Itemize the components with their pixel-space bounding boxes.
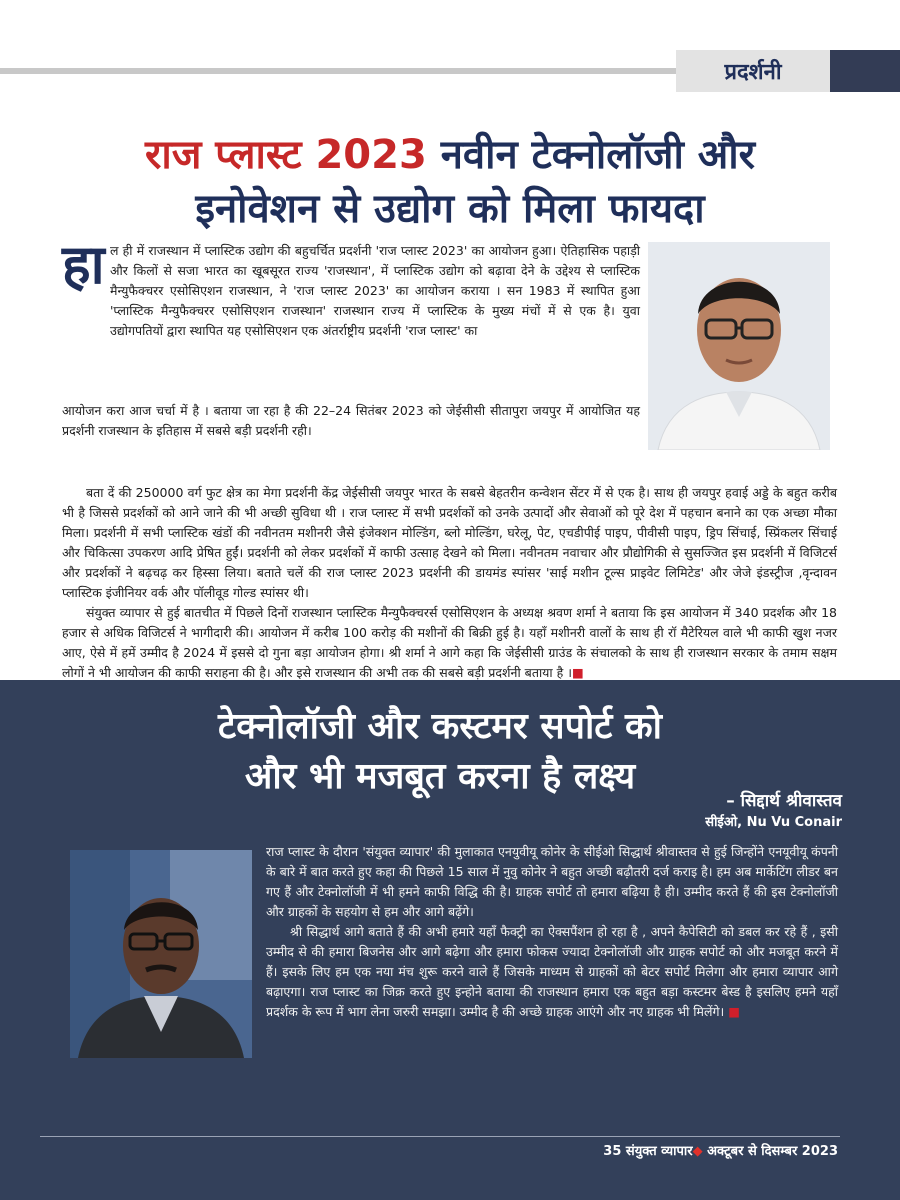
drop-cap: हा xyxy=(62,233,105,296)
headline2-line2: और भी मजबूत करना है लक्ष्य xyxy=(244,756,636,797)
article2-body xyxy=(266,842,838,1022)
end-mark-2: ■ xyxy=(728,1004,741,1019)
executive-photo-2 xyxy=(70,850,252,1058)
portrait-illustration-2 xyxy=(70,850,252,1058)
headline-rest: नवीन टेक्नोलॉजी और xyxy=(426,132,756,178)
article1-para3: संयुक्त व्यापार से हुई बातचीत में पिछले दिनों राजस्थान प्लास्टिक मैन्युफैक्चरर्स एसोसिएशन के अध्यक्ष श्रवण शर्मा ने बताया कि इस आयोजन में 340 प्रदर्शक और 18 हजार से अधिक विजिटर्स ने भागीदारी की। आयोजन में करीब 100 करोड़ की मशीनों की बिक्री हुई है। यहाँ मशीनरी वालों के साथ ही रॉ मैटेरियल वाले भी काफी खुश नजर आए, ऐसे में हमें उम्मीद है 2024 में इससे दो गुना बड़ा आयोजन होगा। श्री शर्मा ने आगे कहा कि जेईसीसी ग्राउंड के संचालको के साथ ही राजस्थान सरकार के तमाम सक्षम लोगों ने भी आयोजन की काफी सराहना की है। और इसे राजस्थान की अभी तक की सबसे बड़ी प्रदर्शनी बताया है ।■ xyxy=(62,605,837,680)
magazine-name: संयुक्त व्यापार xyxy=(625,1144,693,1159)
issue-period: अक्टूबर से दिसम्बर 2023 xyxy=(707,1144,838,1159)
article2-para1: राज प्लास्ट के दौरान 'संयुक्त व्यापार' की मुलाकात एनयुवीयू कोनेर के सीईओ सिद्धार्थ श्रीवास्तव से हुई जिन्होंने एनयूवीयू कंपनी के बारे में बात करते हुए कहा की पिछले 15 साल में नुवु कोनेर ने बहुत अच्छी बढ़ौतरी दर्ज कराइ है। हम अब मार्केटिंग लीडर बन गए हैं और टेक्नोलॉजी में भी हमने काफी विद्धि की है। ग्राहक सपोर्ट तो हमारा बढ़िया है ही। उम्मीद करते हैं की इस टेक्नोलॉजी और ग्राहकों के सहयोग से हम और आगे बढ़ेंगे। xyxy=(266,844,838,919)
article1-para1-rest-text: आयोजन करा आज चर्चा में है । बताया जा रहा है की 22–24 सितंबर 2023 को जेईसीसी सीतापुरा जयपुर में आयोजित यह प्रदर्शनी राजस्थान के इतिहास में सबसे बड़ी प्रदर्शनी रही। xyxy=(62,403,640,438)
article2-headline xyxy=(40,702,840,802)
article2-para2: श्री सिद्धार्थ आगे बताते हैं की अभी हमारे यहाँ फैक्ट्री का ऐक्सपैंशन हो रहा है , अपने कैपेसिटी को डबल कर रहे हैं , इसी उम्मीद से की हमारा बिजनेस और आगे बढ़ेगा और हमारा फोकस ज्यादा टेक्नोलॉजी और ग्राहक सपोर्ट को और मजबूत करने में हैं। इसके लिए हम एक नया मंच शुरू करने वाले हैं जिसके माध्यम से ग्राहकों को बेटर सपोर्ट मिलेगा और हमारा व्यापार आगे बढ़ाएगा। राज प्लास्ट का जिक्र करते हुए इन्होने बताया की राजस्थान हमारा एक बहुत बड़ा कस्टमर बेस्ड है इसलिए हमने यहाँ प्रदर्शक के रूप में भाग लेना जरुरी समझा। उम्मीद है की अच्छे ग्राहक आएंगे और नए ग्राहक भी मिलेंगे। ■ xyxy=(266,924,838,1019)
section-tab-block xyxy=(830,50,900,92)
end-mark: ■ xyxy=(572,665,584,680)
article1-para1-wrapped xyxy=(110,241,640,341)
headline-accent: राज प्लास्ट 2023 xyxy=(144,132,427,178)
footer-rule xyxy=(40,1136,840,1137)
diamond-icon: ◆ xyxy=(692,1144,703,1159)
section-label: प्रदर्शनी xyxy=(676,50,830,92)
byline-name: – सिद्दार्थ श्रीवास्तव xyxy=(726,791,842,811)
page-number: 35 xyxy=(603,1144,622,1159)
headline2-line1: टेक्नोलॉजी और कस्टमर सपोर्ट को xyxy=(218,706,662,747)
article1-para1-rest xyxy=(62,401,640,441)
byline xyxy=(560,789,842,833)
executive-photo-1 xyxy=(648,242,830,450)
article1-para2a: बता दें की 250000 वर्ग फुट क्षेत्र का मेगा प्रदर्शनी केंद्र जेईसीसी जयपुर भारत के सबसे बेहतरीन कन्वेशन सेंटर में से एक है। साथ ही जयपुर हवाई अड्डे के बहुत करीब भी है जिससे प्रदर्शकों को आने जाने की भी अच्छी सुविधा थी । राज प्लास्ट में सभी प्रदर्शकों को उनके उत्पादों और सेवाओं को पूरे देश में पहचान बनाने का एक अच्छा मौका मिला। प्रदर्शनी में सभी प्लास्टिक खंडों की नवीनतम मशीनरी जैसे इंजेक्शन मोल्डिंग, ब्लो मोल्डिंग, घरेलू, पेट, एचडीपीई पाइप, पीवीसी पाइप, ड्रिप सिंचाई, स्प्रिंकलर सिंचाई और चिकित्सा उपकरण आदि प्रेषित हुईं। प्रदर्शनी को लेकर प्रदर्शकों में काफी उत्साह देखने को मिला। नवीनतम नवाचार और प्रौद्योगिकी से सुसज्जित इस प्रदर्शनी में विजिटर्स और प्रदर्शकों ने बढ़चढ़ कर हिस्सा लिया। बताते चलें की राज प्लास्ट 2023 प्रदर्शनी की डायमंड स्पांसर 'साई मशीन टूल्स प्राइवेट लिमिटेड' और जेजे इंडस्ट्रीज ,वृन्दावन प्लास्टिक इंजीनियर वर्क और पॉलीवूड गोल्ड स्पांसर थी। xyxy=(62,485,837,600)
article1-headline xyxy=(40,128,860,236)
byline-role: सीईओ, Nu Vu Conair xyxy=(705,815,842,830)
portrait-illustration-1 xyxy=(648,242,830,450)
article1-para1-text: ल ही में राजस्थान में प्लास्टिक उद्योग की बहुचर्चित प्रदर्शनी 'राज प्लास्ट 2023' का आयोजन हुआ। ऐतिहासिक पहाड़ी और किलों से सजा भारत का खूबसूरत राज्य 'राजस्थान', में प्लास्टिक उद्योग को बढ़ावा देने के उद्देश्य से प्लास्टिक मैन्युफैक्चरर एसोसिएशन राजस्थान, ने 'राज प्लास्ट 2023' का आयोजन कराया । सन 1983 में स्थापित हुआ 'प्लास्टिक मैन्युफैक्चरर एसोसिएशन राजस्थान' राजस्थान राज्य में प्लास्टिक के मुख्य मंचों में से एक है। युवा उद्योगपतियों द्वारा स्थापित यह एसोसिएशन एक अंतर्राष्ट्रीय प्रदर्शनी 'राज प्लास्ट' का xyxy=(110,243,640,338)
article1-body xyxy=(62,483,837,683)
headline-line2: इनोवेशन से उद्योग को मिला फायदा xyxy=(195,186,705,232)
header-rule xyxy=(0,68,676,74)
page-footer xyxy=(520,1142,838,1162)
